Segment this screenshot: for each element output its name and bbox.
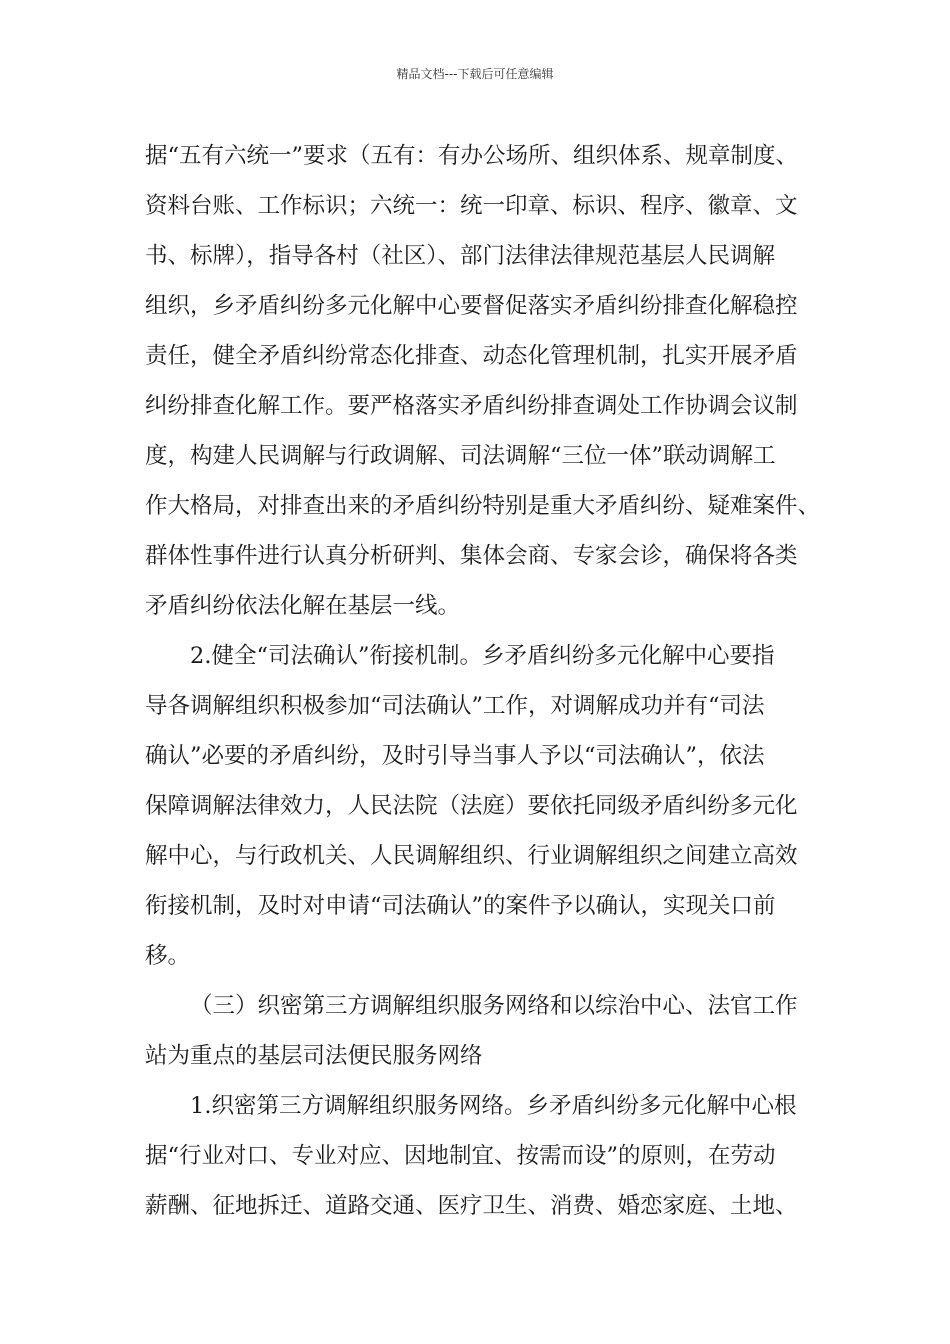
text-line: 矛盾纠纷依法化解在基层一线。 (145, 593, 461, 619)
text-line: 确认”必要的矛盾纠纷，及时引导当事人予以“司法确认”，依法 (145, 743, 765, 769)
text-line: 作大格局，对排查出来的矛盾纠纷特别是重大矛盾纠纷、疑难案件、 (145, 493, 821, 519)
text-line: 薪酬、征地拆迁、道路交通、医疗卫生、消费、婚恋家庭、土地、 (145, 1193, 798, 1219)
page-header: 精品文档---下载后可任意编辑 (396, 67, 554, 81)
text-line: 据“行业对口、专业对应、因地制宜、按需而设”的原则，在劳动 (145, 1143, 776, 1169)
text-line: 移。 (145, 943, 191, 969)
text-line: 衔接机制，及时对申请“司法确认”的案件予以确认，实现关口前 (145, 893, 776, 919)
text-line: 保障调解法律效力，人民法院（法庭）要依托同级矛盾纠纷多元化 (145, 793, 798, 819)
section-heading-line: （三）织密第三方调解组织服务网络和以综治中心、法官工作 (190, 993, 798, 1019)
document-body (145, 131, 821, 1231)
text-line: 据“五有六统一”要求（五有：有办公场所、组织体系、规章制度、 (145, 143, 799, 169)
text-line: 书、标牌），指导各村（社区）、部门法律法律规范基层人民调解 (145, 243, 776, 269)
text-line: 组织，乡矛盾纠纷多元化解中心要督促落实矛盾纠纷排查化解稳控 (145, 293, 798, 319)
text-line: 纠纷排查化解工作。要严格落实矛盾纠纷排查调处工作协调会议制 (145, 393, 798, 419)
text-line: 资料台账、工作标识；六统一：统一印章、标识、程序、徽章、文 (145, 193, 798, 219)
text-line: 度，构建人民调解与行政调解、司法调解“三位一体”联动调解工 (145, 443, 776, 469)
text-line: 群体性事件进行认真分析研判、集体会商、专家会诊，确保将各类 (145, 543, 798, 569)
text-line: 导各调解组织积极参加“司法确认”工作，对调解成功并有“司法 (145, 693, 765, 719)
text-line: 责任，健全矛盾纠纷常态化排查、动态化管理机制，扎实开展矛盾 (145, 343, 798, 369)
section-heading-line: 站为重点的基层司法便民服务网络 (145, 1043, 483, 1069)
text-line: 解中心，与行政机关、人民调解组织、行业调解组织之间建立高效 (145, 843, 798, 869)
paragraph-start-line: 1.织密第三方调解组织服务网络。乡矛盾纠纷多元化解中心根 (190, 1093, 797, 1119)
paragraph-start-line: 2.健全“司法确认”衔接机制。乡矛盾纠纷多元化解中心要指 (190, 643, 775, 669)
